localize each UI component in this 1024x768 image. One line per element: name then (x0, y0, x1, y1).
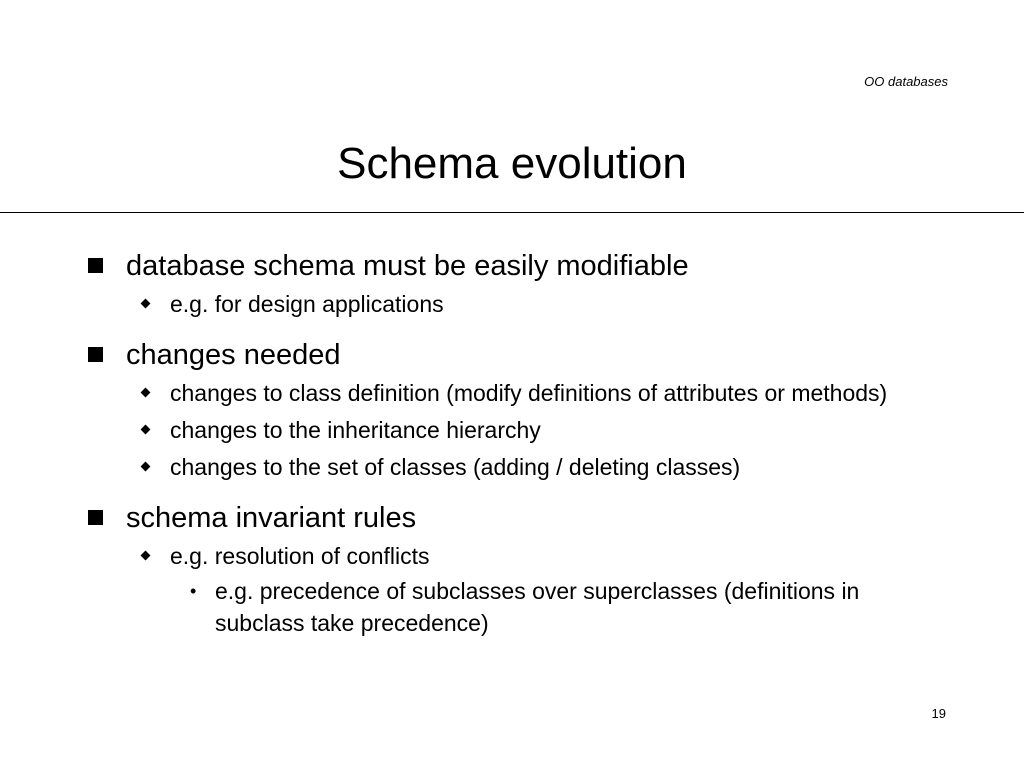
bullet-item-level2 (170, 413, 948, 447)
title-divider (0, 212, 1024, 213)
diamond-bullet-icon (141, 425, 151, 435)
bullet-text: database schema must be easily modifiable (126, 250, 689, 282)
bullet-text: e.g. precedence of subclasses over superclasses (definitions in subclass take precedence) (215, 578, 860, 636)
dot-bullet-icon: • (190, 581, 197, 601)
bullet-text: changes needed (126, 339, 341, 371)
square-bullet-icon (88, 347, 103, 362)
bullet-text: e.g. resolution of conflicts (170, 543, 430, 569)
bullet-item-level2 (170, 287, 948, 321)
bullet-list (88, 248, 948, 639)
bullet-item-level2 (170, 450, 948, 484)
header-label: OO databases (864, 74, 948, 89)
bullet-text: changes to the set of classes (adding / deleting classes) (170, 454, 741, 480)
bullet-item-level2 (170, 539, 948, 573)
diamond-bullet-icon (141, 388, 151, 398)
bullet-item-level2 (170, 376, 948, 410)
diamond-bullet-icon (141, 299, 151, 309)
bullet-item-level1 (88, 337, 948, 373)
square-bullet-icon (88, 258, 103, 273)
square-bullet-icon (88, 510, 103, 525)
bullet-item-level1 (88, 500, 948, 536)
page-number: 19 (931, 706, 946, 721)
diamond-bullet-icon (141, 462, 151, 472)
slide-title: Schema evolution (337, 139, 687, 188)
bullet-item-level3 (190, 575, 948, 639)
bullet-text: changes to the inheritance hierarchy (170, 417, 541, 443)
bullet-text: e.g. for design applications (170, 291, 444, 317)
bullet-item-level1 (88, 248, 948, 284)
diamond-bullet-icon (141, 551, 151, 561)
bullet-text: changes to class definition (modify definitions of attributes or methods) (170, 380, 888, 406)
bullet-text: schema invariant rules (126, 502, 417, 534)
